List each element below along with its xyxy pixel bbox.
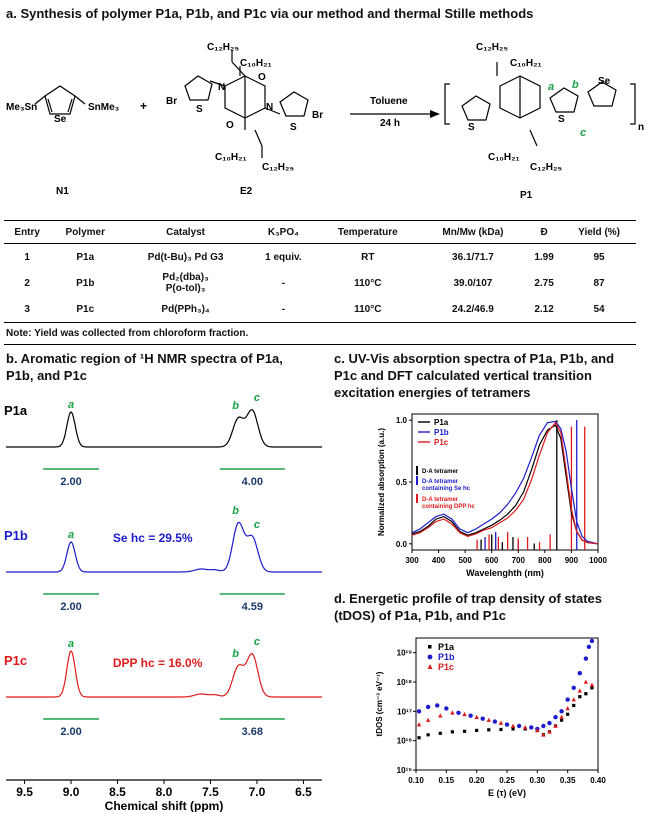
cell-yield: 87 [593, 277, 605, 289]
tdos-point-p1a [451, 730, 454, 733]
e2-br-right: Br [312, 110, 324, 121]
legend-label: P1a [438, 642, 455, 652]
x-tick-label: 800 [538, 556, 552, 565]
p1-s-1: S [468, 122, 475, 133]
peak-label-a: a [67, 638, 75, 650]
legend-label: P1c [438, 662, 455, 672]
transition-legend-label: D-A tetramer [422, 479, 459, 485]
integral-value: 2.00 [60, 601, 82, 613]
tdos-point-p1c [559, 715, 563, 719]
tdos-point-p1b [578, 671, 582, 675]
tdos-point-p1b [547, 721, 551, 725]
cell-mn-mw: 36.1/71.7 [452, 251, 494, 263]
n1-molecule [35, 86, 85, 114]
tdos-point-p1a [578, 695, 581, 698]
p1-se-atom: Se [598, 76, 611, 87]
tdos-point-p1b [572, 686, 576, 690]
tdos-point-p1c [590, 683, 594, 687]
e2-chain-4: C₁₂H₂₅ [262, 162, 295, 173]
spectrum-name-p1c: P1c [4, 653, 28, 668]
tdos-point-p1c [426, 718, 430, 722]
nmr-trace-p1a [6, 410, 322, 447]
cell-entry: 2 [24, 277, 30, 289]
tdos-point-p1b [435, 703, 439, 707]
cell-k3po4: - [251, 296, 316, 323]
hc-annotation: DPP hc = 16.0% [112, 656, 203, 670]
catalyst-line-1: Pd₂(dba)₃ [162, 272, 209, 283]
tdos-point-p1a [427, 733, 430, 736]
x-tick-label: 0.20 [468, 776, 485, 785]
e2-chain-3: C₁₀H₂₁ [215, 152, 247, 163]
n1-label: N1 [56, 186, 69, 197]
plus-sign: + [140, 99, 148, 113]
section-b-title: b. Aromatic region of ¹H NMR spectra of P1a, P1b, and P1c [6, 351, 283, 383]
integral-value: 3.68 [241, 726, 264, 738]
cell-mn-mw: 39.0/107 [453, 277, 493, 289]
n1-left-group: Me₃Sn [6, 102, 38, 113]
p1-molecule [445, 62, 635, 146]
col-catalyst: Catalyst [120, 221, 251, 244]
cell-yield: 95 [593, 251, 605, 263]
x-tick-label: 9.0 [62, 785, 80, 799]
x-tick-label: 6.5 [295, 785, 312, 799]
tdos-point-p1b [587, 645, 591, 649]
e2-s-right: S [290, 122, 297, 133]
x-tick-label: 0.25 [499, 776, 515, 785]
transition-legend-swatch [416, 494, 418, 503]
tdos-point-p1b [529, 725, 533, 729]
divider [4, 344, 636, 345]
cell-entry: 1 [24, 251, 30, 263]
transition-legend-swatch [416, 476, 418, 485]
cell-dispersity: 2.75 [534, 277, 554, 289]
tdos-point-p1a [584, 692, 587, 695]
section-d-title: d. Energetic profile of trap density of states (tDOS) of P1a, P1b, and P1c [334, 591, 602, 623]
n1-se-atom: Se [54, 114, 67, 125]
peak-label-b: b [232, 400, 239, 412]
p1-chain-2: C₁₀H₂₁ [510, 58, 542, 69]
nmr-x-label: Chemical shift (ppm) [104, 799, 224, 812]
transition-legend-label: D-A tetramer [422, 469, 459, 475]
x-tick-label: 500 [458, 556, 472, 565]
col-yield: Yield (%) [562, 221, 636, 244]
uv-y-label: Normalized absorption (a.u.) [377, 427, 386, 537]
e2-label: E2 [240, 186, 253, 197]
uv-vis-chart [370, 400, 640, 590]
cell-polymer: P1a [76, 251, 95, 263]
tdos-point-p1b [493, 719, 497, 723]
legend-label: P1b [438, 652, 455, 662]
cell-temperature: 110°C [354, 277, 382, 289]
tdos-point-p1b [590, 639, 594, 643]
tdos-point-p1b [541, 724, 545, 728]
tdos-point-p1c [523, 725, 527, 729]
integral-value: 4.59 [241, 601, 264, 613]
cell-dispersity: 2.12 [526, 296, 562, 323]
peak-label-c: c [253, 392, 261, 404]
transition-legend-label: D-A tetramer [422, 497, 459, 503]
col-mn-mw: Mn/Mw (kDa) [420, 221, 526, 244]
tdos-point-p1c [511, 724, 515, 728]
tdos-point-p1a [417, 736, 420, 739]
p1-chain-1: C₁₂H₂₅ [476, 42, 509, 53]
n1-right-group: SnMe₃ [88, 102, 120, 113]
tdos-point-p1b [565, 697, 569, 701]
tdos-point-p1b [417, 709, 421, 713]
hc-annotation: Se hc = 29.5% [112, 531, 193, 545]
cell-temperature: 110°C [316, 296, 420, 323]
x-tick-label: 600 [485, 556, 499, 565]
cell-polymer: P1c [50, 296, 120, 323]
peak-label-b: b [232, 648, 239, 660]
col-polymer: Polymer [50, 221, 120, 244]
x-tick-label: 900 [564, 556, 579, 565]
cell-catalyst [120, 270, 251, 296]
tdos-point-p1a [572, 704, 575, 707]
x-tick-label: 7.5 [202, 785, 219, 799]
tdos-x-label: E (τ) (eV) [487, 788, 527, 798]
tdos-point-p1b [559, 709, 563, 713]
e2-chain-2: C₁₀H₂₁ [240, 58, 272, 69]
legend-marker [428, 664, 433, 669]
e2-chain-1: C₁₂H₂₅ [207, 42, 240, 53]
tdos-point-p1a [560, 719, 563, 722]
table-note: Note: Yield was collected from chloroform fraction. [6, 328, 249, 339]
tdos-point-p1b [517, 724, 521, 728]
transition-legend-swatch [416, 466, 418, 475]
x-tick-label: 400 [431, 556, 446, 565]
tdos-point-p1b [553, 715, 557, 719]
cell-mn-mw: 24.2/46.9 [420, 296, 526, 323]
legend-marker [428, 645, 432, 649]
p1-proton-c: c [580, 127, 587, 139]
tdos-point-p1a [487, 728, 490, 731]
cell-k3po4: 1 equiv. [265, 251, 302, 263]
p1-sub-n: n [638, 122, 645, 133]
section-a-title: a. Synthesis of polymer P1a, P1b, and P1c via our method and thermal Stille methods [6, 6, 534, 21]
p1-proton-a: a [548, 81, 555, 93]
table-row [4, 244, 636, 271]
legend-label: P1c [434, 438, 449, 447]
x-tick-label: 8.0 [155, 785, 173, 799]
y-tick-label: 10¹⁵ [396, 766, 412, 775]
peak-label-b: b [232, 505, 239, 517]
x-tick-label: 300 [405, 556, 419, 565]
transition-legend-label: containing DPP hc [422, 504, 475, 510]
uv-x-label: Wavelenghth (nm) [466, 568, 544, 578]
p1-label: P1 [520, 190, 533, 201]
integral-value: 2.00 [60, 476, 82, 488]
tdos-point-p1a [463, 730, 466, 733]
x-tick-label: 1000 [589, 556, 607, 565]
tdos-point-p1b [505, 722, 509, 726]
x-tick-label: 0.10 [408, 776, 424, 785]
col-entry: Entry [4, 221, 50, 244]
integral-value: 4.00 [241, 476, 264, 488]
p1-chain-3: C₁₀H₂₁ [488, 152, 520, 163]
table-header-row [4, 221, 636, 244]
transition-legend-label: containing Se hc [422, 486, 471, 492]
tdos-point-p1c [499, 721, 503, 725]
nmr-spectra-plot [0, 392, 330, 812]
tdos-point-p1c [578, 688, 582, 692]
tdos-point-p1a [590, 686, 593, 689]
tdos-point-p1b [426, 705, 430, 709]
cell-entry: 3 [4, 296, 50, 323]
col-k3po4: K₃PO₄ [251, 221, 316, 244]
tdos-point-p1a [499, 728, 502, 731]
tdos-point-p1c [487, 718, 491, 722]
y-tick-label: 0.0 [395, 539, 407, 549]
col-dispersity: Đ [526, 221, 562, 244]
e2-o-bottom: O [226, 120, 234, 131]
tdos-point-p1b [481, 716, 485, 720]
integral-value: 2.00 [60, 726, 82, 738]
x-tick-label: 700 [511, 556, 525, 565]
table-row [4, 296, 636, 323]
x-tick-label: 0.30 [529, 776, 546, 785]
e2-o-top: O [258, 72, 266, 83]
tdos-point-p1c [450, 710, 454, 714]
y-tick-label: 10¹⁶ [396, 736, 412, 746]
tdos-point-p1a [566, 713, 569, 716]
p1-chain-4: C₁₂H₂₅ [530, 162, 563, 173]
x-tick-label: 9.5 [16, 785, 33, 799]
e2-br-left: Br [166, 96, 178, 107]
tdos-y-label: tDOS (cm⁻³ eV⁻¹) [375, 671, 384, 737]
tdos-point-p1a [475, 729, 478, 732]
x-tick-label: 0.15 [438, 776, 455, 785]
tdos-point-p1c [417, 722, 421, 726]
col-temperature: Temperature [316, 221, 420, 244]
spectrum-name-p1b: P1b [4, 528, 28, 543]
peak-label-a: a [67, 529, 75, 541]
y-tick-label: 10¹⁷ [397, 707, 412, 717]
cell-polymer: P1b [76, 277, 95, 289]
p1-s-2: S [558, 114, 565, 125]
peak-label-a: a [67, 399, 75, 411]
x-tick-label: 0.35 [559, 776, 576, 785]
y-tick-label: 1.0 [395, 416, 407, 426]
e2-s-left: S [196, 104, 203, 115]
cell-temperature: RT [361, 251, 375, 263]
legend-label: P1b [434, 428, 449, 437]
x-tick-label: 8.5 [109, 785, 126, 799]
reaction-scheme [0, 26, 650, 216]
synthesis-table [4, 220, 636, 323]
legend-label: P1a [434, 418, 449, 427]
peak-label-c: c [253, 519, 261, 531]
nmr-trace-p1b [6, 522, 322, 572]
cell-catalyst: Pd(PPh₃)₄ [120, 296, 251, 323]
tdos-point-p1a [511, 727, 514, 730]
arrow-condition-top: Toluene [370, 96, 408, 107]
e2-n-bottom: N [266, 102, 274, 113]
x-tick-label: 7.0 [248, 785, 266, 799]
reaction-arrowhead [430, 110, 440, 118]
catalyst-line-2: P(o-tol)₃ [165, 283, 206, 294]
table-row [4, 270, 636, 296]
e2-n-top: N [218, 82, 226, 93]
y-tick-label: 0.5 [395, 478, 407, 487]
tdos-point-p1c [474, 715, 478, 719]
peak-label-c: c [253, 636, 261, 648]
tdos-point-p1c [438, 713, 442, 717]
tdos-point-p1a [439, 732, 442, 735]
tdos-point-p1c [584, 680, 588, 684]
cell-yield: 54 [562, 296, 636, 323]
tdos-point-p1c [462, 712, 466, 716]
tdos-point-p1b [584, 656, 588, 660]
cell-k3po4: - [281, 277, 286, 289]
tdos-chart [370, 630, 640, 812]
tdos-point-p1b [456, 711, 460, 715]
cell-catalyst: Pd(t-Bu)₃ Pd G3 [147, 251, 224, 263]
section-c-title: c. UV-Vis absorption spectra of P1a, P1b, and P1c and DFT calculated vertical transition excitation energies of tetramers [334, 351, 615, 400]
legend-marker [428, 655, 433, 660]
y-tick-label: 10¹⁸ [396, 678, 412, 687]
arrow-condition-bottom: 24 h [380, 118, 401, 129]
p1-proton-b: b [572, 79, 579, 91]
tdos-point-p1b [444, 706, 448, 710]
tdos-point-p1b [468, 714, 472, 718]
spectrum-name-p1a: P1a [4, 403, 28, 418]
y-tick-label: 10¹⁹ [396, 648, 412, 658]
x-tick-label: 0.40 [590, 776, 606, 785]
tdos-point-p1c [565, 706, 569, 710]
cell-dispersity: 1.99 [534, 251, 554, 263]
tdos-point-p1c [572, 697, 576, 701]
